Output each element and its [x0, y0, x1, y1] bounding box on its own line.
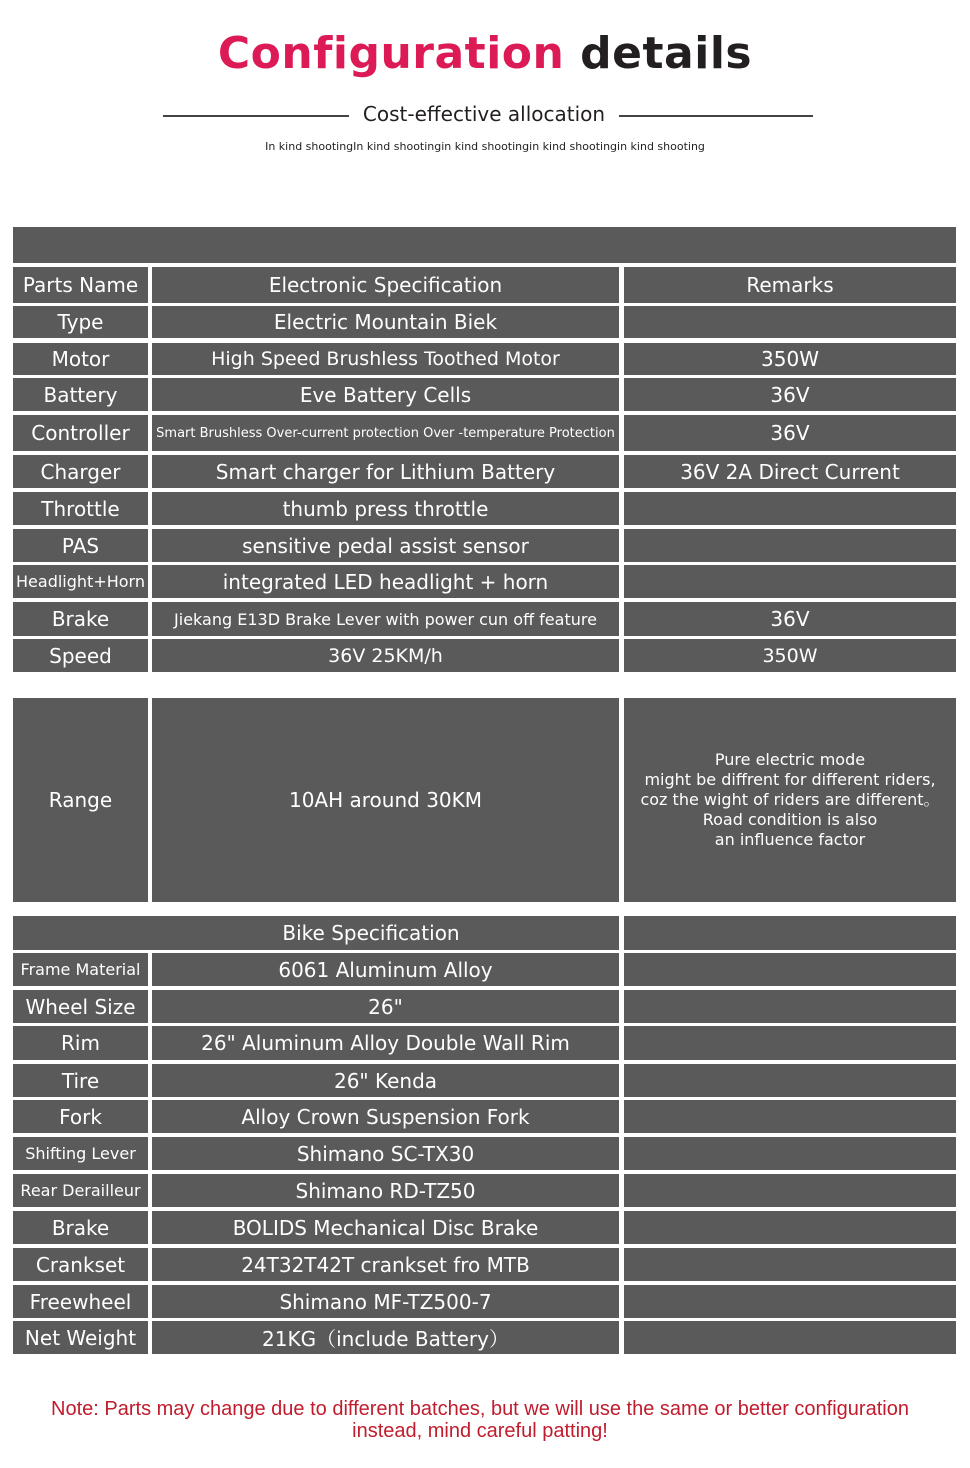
bike-spec-rear-derailleur: Shimano RD-TZ50 — [152, 1174, 619, 1207]
bike-name-rear-derailleur: Rear Derailleur — [13, 1174, 148, 1207]
row-name-pas: PAS — [13, 529, 148, 562]
bike-name-freewheel: Freewheel — [13, 1285, 148, 1318]
bike-spec-fork: Alloy Crown Suspension Fork — [152, 1100, 619, 1133]
row-remark-pas — [624, 529, 956, 562]
row-name-brake-lever: Brake — [13, 602, 148, 636]
bike-remark-rim — [624, 1026, 956, 1060]
bike-remark-crankset — [624, 1248, 956, 1281]
row-name-charger: Charger — [13, 455, 148, 488]
header-electronic-spec: Electronic Specification — [152, 267, 619, 303]
row-spec-controller: Smart Brushless Over-current protection Over -temperature Protection — [152, 415, 619, 451]
subtitle: Cost-effective allocation — [362, 102, 606, 126]
bike-remark-shifting-lever — [624, 1137, 956, 1170]
row-name-throttle: Throttle — [13, 492, 148, 525]
title-word-configuration: Configuration — [217, 28, 565, 79]
bike-spec-frame-material: 6061 Aluminum Alloy — [152, 953, 619, 986]
divider-left — [163, 115, 349, 117]
bike-name-shifting-lever: Shifting Lever — [13, 1137, 148, 1170]
bike-remark-rear-derailleur — [624, 1174, 956, 1207]
range-remark-line: Pure electric mode — [714, 750, 866, 769]
table-top-bar — [13, 227, 956, 263]
row-spec-charger: Smart charger for Lithium Battery — [152, 455, 619, 488]
row-name-motor: Motor — [13, 343, 148, 375]
bike-spec-header — [13, 916, 619, 950]
bike-name-fork: Fork — [13, 1100, 148, 1133]
row-spec-motor: High Speed Brushless Toothed Motor — [152, 343, 619, 375]
bike-name-wheel-size: Wheel Size — [13, 990, 148, 1023]
row-remark-throttle — [624, 492, 956, 525]
range-spec: 10AH around 30KM — [152, 698, 619, 902]
row-remark-battery: 36V — [624, 378, 956, 411]
bike-name-crankset: Crankset — [13, 1248, 148, 1281]
row-spec-speed: 36V 25KM/h — [152, 639, 619, 672]
range-remark-line: Road condition is also — [702, 810, 878, 829]
page-title — [0, 28, 970, 79]
row-remark-charger: 36V 2A Direct Current — [624, 455, 956, 488]
bike-name-net-weight: Net Weight — [13, 1321, 148, 1354]
row-name-controller: Controller — [13, 415, 148, 451]
row-spec-brake-lever: Jiekang E13D Brake Lever with power cun off feature — [152, 602, 619, 636]
row-remark-motor: 350W — [624, 343, 956, 375]
bike-remark-freewheel — [624, 1285, 956, 1318]
bike-name-frame-material: Frame Material — [13, 953, 148, 986]
bike-spec-wheel-size: 26" — [152, 990, 619, 1023]
row-spec-headlight-horn: integrated LED headlight + horn — [152, 565, 619, 598]
row-remark-brake-lever: 36V — [624, 602, 956, 636]
bike-spec-header-remark — [624, 916, 956, 950]
bike-name-rim: Rim — [13, 1026, 148, 1060]
header-remarks: Remarks — [624, 267, 956, 303]
bike-name-tire: Tire — [13, 1064, 148, 1097]
bike-remark-wheel-size — [624, 990, 956, 1023]
bike-spec-crankset: 24T32T42T crankset fro MTB — [152, 1248, 619, 1281]
range-name: Range — [13, 698, 148, 902]
range-remark-line: an influence factor — [714, 830, 866, 849]
row-name-battery: Battery — [13, 378, 148, 411]
title-word-details: details — [580, 28, 753, 79]
row-spec-throttle: thumb press throttle — [152, 492, 619, 525]
bike-spec-rim: 26" Aluminum Alloy Double Wall Rim — [152, 1026, 619, 1060]
footer-note: Note: Parts may change due to different batches, but we will use the same or better configuration instead, mind careful patting! — [51, 1398, 909, 1442]
bike-remark-tire — [624, 1064, 956, 1097]
header-parts-name: Parts Name — [13, 267, 148, 303]
range-remark — [624, 698, 956, 902]
range-remark-line: might be diffrent for different riders, — [644, 770, 936, 789]
range-remark-line: coz the wight of riders are different。 — [640, 790, 940, 809]
row-remark-controller: 36V — [624, 415, 956, 451]
bike-spec-net-weight: 21KG（include Battery） — [152, 1321, 619, 1354]
bike-remark-fork — [624, 1100, 956, 1133]
row-remark-type — [624, 306, 956, 338]
divider-right — [619, 115, 813, 117]
row-remark-speed: 350W — [624, 639, 956, 672]
row-remark-headlight-horn — [624, 565, 956, 598]
row-spec-battery: Eve Battery Cells — [152, 378, 619, 411]
bike-remark-net-weight — [624, 1321, 956, 1354]
row-spec-type: Electric Mountain Biek — [152, 306, 619, 338]
row-name-speed: Speed — [13, 639, 148, 672]
bike-spec-tire: 26" Kenda — [152, 1064, 619, 1097]
bike-spec-freewheel: Shimano MF-TZ500-7 — [152, 1285, 619, 1318]
bike-spec-header-label: Bike Specification — [282, 921, 460, 945]
subtitle-row — [0, 100, 970, 130]
bike-remark-brake — [624, 1211, 956, 1244]
tagline: In kind shootingIn kind shootingin kind shootingin kind shootingin kind shooting — [265, 140, 705, 153]
row-name-type: Type — [13, 306, 148, 338]
row-name-headlight-horn: Headlight+Horn — [13, 565, 148, 598]
bike-spec-brake: BOLIDS Mechanical Disc Brake — [152, 1211, 619, 1244]
row-spec-pas: sensitive pedal assist sensor — [152, 529, 619, 562]
bike-name-brake: Brake — [13, 1211, 148, 1244]
bike-spec-shifting-lever: Shimano SC-TX30 — [152, 1137, 619, 1170]
bike-remark-frame-material — [624, 953, 956, 986]
